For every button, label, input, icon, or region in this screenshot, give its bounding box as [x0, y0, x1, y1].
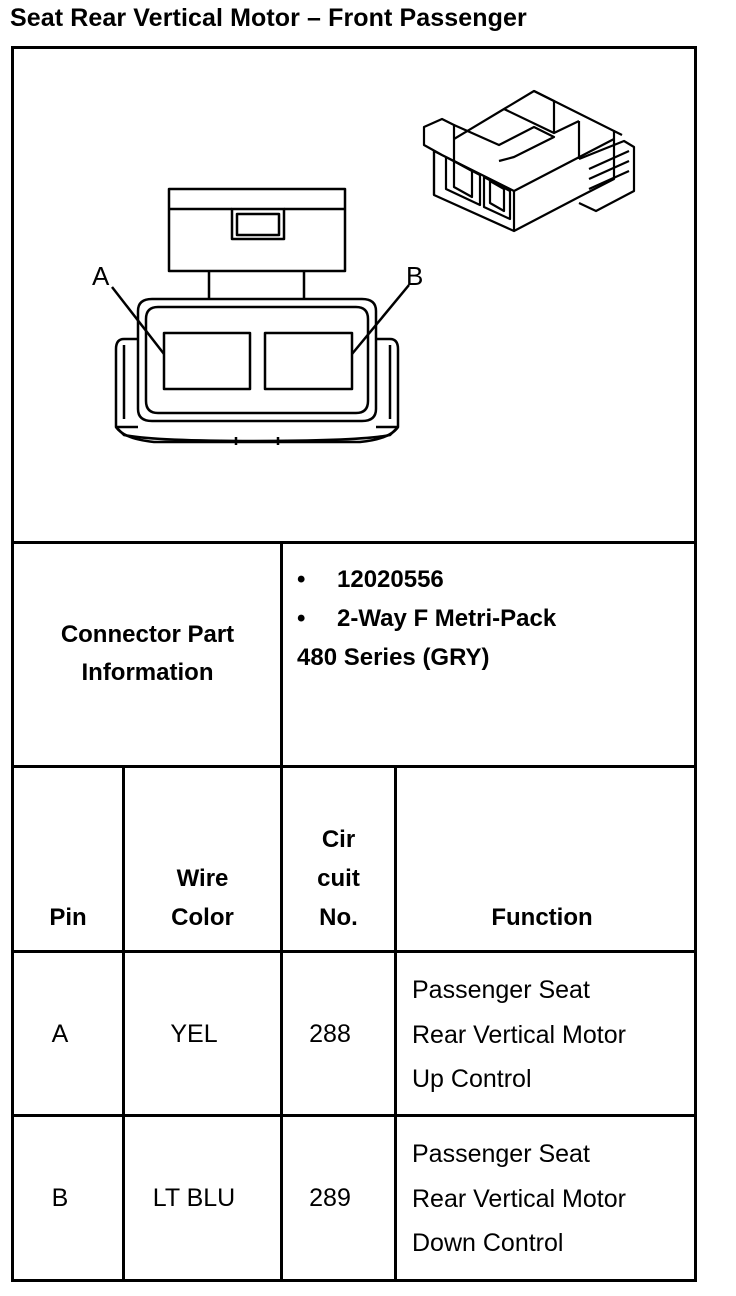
function-line: Passenger Seat — [412, 1140, 590, 1168]
header-wire-color — [125, 859, 280, 937]
divider — [11, 950, 697, 953]
pin-b-label: B — [406, 261, 424, 291]
header-circuit — [283, 820, 394, 937]
bullet-item — [297, 560, 687, 599]
divider — [11, 1114, 697, 1117]
wire-color-cell: YEL — [170, 1020, 218, 1048]
function-cell — [412, 1132, 692, 1266]
divider — [394, 765, 397, 1282]
page-title: Seat Rear Vertical Motor – Front Passenger — [10, 4, 527, 32]
pin-cell: A — [51, 1020, 69, 1048]
connector-part-info — [297, 560, 687, 677]
circuit-cell: 288 — [309, 1020, 351, 1048]
connector-label-line: Connector Part — [60, 621, 235, 648]
bullet-item — [297, 599, 687, 638]
divider — [11, 765, 697, 768]
header-line: cuit — [317, 865, 360, 892]
function-line: Down Control — [412, 1229, 564, 1257]
function-cell — [412, 968, 692, 1102]
bullet-icon: • — [297, 605, 306, 632]
pin-a-label: A — [92, 261, 110, 291]
part-number: 12020556 — [337, 566, 444, 593]
function-line: Passenger Seat — [412, 976, 590, 1004]
header-line: Cir — [321, 826, 356, 853]
header-line: No. — [319, 904, 358, 931]
header-function: Function — [491, 904, 593, 931]
wire-color-cell: LT BLU — [152, 1184, 236, 1212]
connector-series: 480 Series (GRY) — [297, 644, 490, 671]
function-line: Rear Vertical Motor — [412, 1184, 626, 1213]
pin-cell: B — [51, 1184, 69, 1212]
function-line: Up Control — [412, 1065, 532, 1093]
header-line: Wire — [176, 865, 229, 892]
connector-label-line: Information — [81, 659, 214, 686]
connector-drawing — [14, 49, 694, 541]
connector-diagram — [14, 49, 694, 541]
header-line: Color — [171, 904, 234, 931]
connector-part-label — [14, 544, 281, 764]
header-pin: Pin — [49, 904, 87, 931]
bullet-icon: • — [297, 566, 306, 593]
connector-type: 2-Way F Metri-Pack — [337, 605, 557, 632]
circuit-cell: 289 — [309, 1184, 351, 1212]
function-line: Rear Vertical Motor — [412, 1020, 626, 1049]
